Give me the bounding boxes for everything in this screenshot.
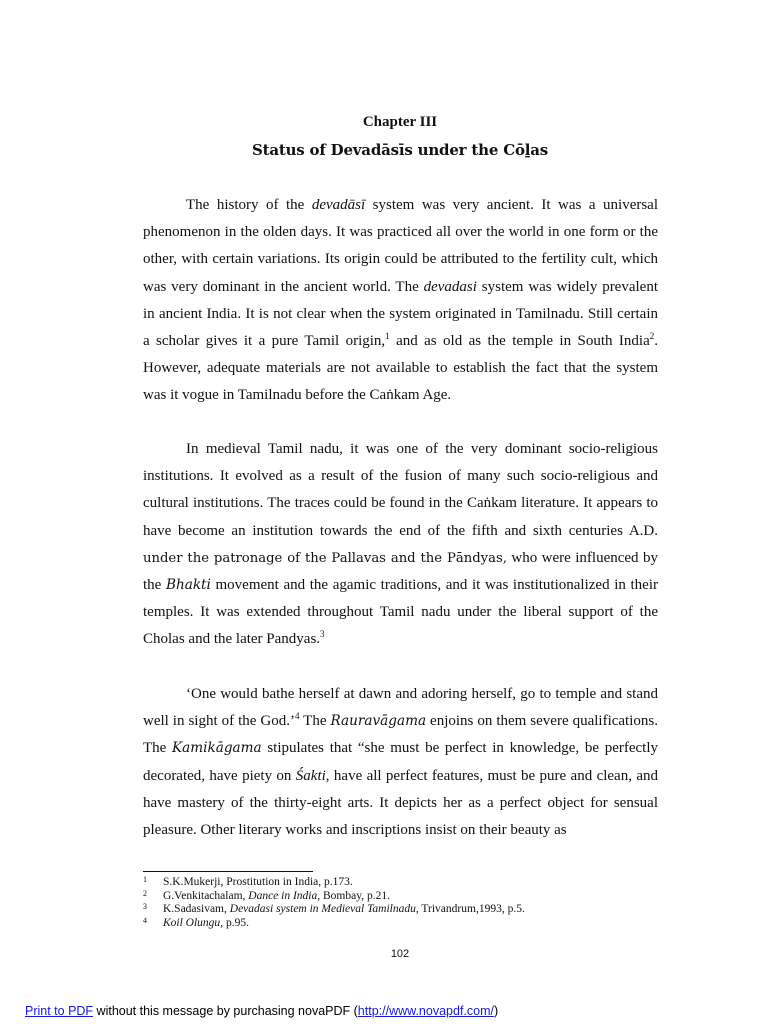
footnote-text: , p.95. (220, 916, 249, 929)
text-run: The history of the (186, 197, 312, 213)
footnote-number: 2 (143, 888, 147, 898)
footnote-4 (143, 917, 663, 931)
text-run: who were influenced by the (143, 549, 658, 594)
text-run: and as old as the temple in South India (389, 333, 650, 350)
text-run: In medieval Tamil nadu, it was one of the very dominant socio-religious institutions. It evolved as a result of the fusion of many such socio-religious and cultural institutions. The traces could be found in the Caṅkam literature. It appears to have become an institution towards the end of the fifth and sixth centuries A.D. (143, 441, 658, 539)
footnote-text: G.Venkitachalam, (163, 889, 249, 902)
footnote-number: 1 (143, 875, 147, 884)
novapdf-banner (25, 1004, 498, 1018)
text-run: under the patronage of the Pallavas and the Pāndyas, (143, 550, 507, 566)
body-paragraph-2 (143, 436, 658, 654)
footnote-text: , Bombay, p.21. (317, 889, 390, 902)
body-paragraph-1 (143, 192, 658, 410)
footnotes (143, 876, 663, 930)
footnote-text: , Trivandrum,1993, p.5. (415, 903, 525, 915)
page-number: 102 (390, 948, 410, 960)
italic-term: Śakti (295, 767, 326, 784)
print-to-pdf-link[interactable]: Print to PDF (25, 1004, 94, 1018)
italic-term: Kamikāgama (172, 740, 262, 757)
text-run: enjoins on them severe qualifications. The (143, 713, 658, 757)
italic-term: Rauravāgama (330, 713, 427, 730)
footnote-text: K.Sadasivam, (163, 903, 230, 915)
text-run: , have all perfect features, must be pure and clean, and have mastery of the thirty-eight arts. It depicts her as a perfect object for sensual pleasure. Other literary works and inscriptions insist on their beauty as (143, 767, 658, 839)
footnote-ref-4: 4 (294, 711, 300, 722)
footnote-divider (143, 871, 313, 872)
footnote-1 (143, 876, 663, 890)
footnote-2 (143, 890, 663, 904)
text-run: movement and the agamic traditions, and it was institutionalized in their temples. It was extended throughout Tamil nadu under the liberal support of the Cholas and the later Pandyas. (143, 577, 658, 648)
footnote-number: 3 (143, 902, 147, 911)
banner-message: without this message by purchasing novaPDF ( (93, 1004, 358, 1018)
text-run: system was very ancient. It was a universal phenomenon in the olden days. It was practiced all over the world in one form or the other, with certain variations. Its origin could be attributed to the fertility cult, which was very dominant in the ancient world. The (143, 197, 659, 295)
italic-term: devadāsī (311, 197, 366, 213)
chapter-subtitle: Status of Devadāsīs under the Cōḻas (251, 141, 549, 159)
banner-close-paren: ) (493, 1004, 499, 1018)
footnote-text: S.K.Mukerji, Prostitution in India, p.173. (163, 876, 353, 888)
footnote-number: 4 (143, 915, 147, 925)
text-run: stipulates that “she must be perfect in knowledge, be perfectly decorated, have piety on (143, 740, 658, 784)
text-run: ‘One would bathe herself at dawn and adoring herself, go to temple and stand well in sight of the God.’ (143, 686, 658, 730)
text-run: system was widely prevalent in ancient India. It is not clear when the system originated in Tamilnadu. Still certain a scholar gives it a pure Tamil origin, (143, 278, 658, 350)
footnote-ref-2: 2 (649, 331, 655, 342)
body-paragraph-3 (143, 681, 658, 844)
footnote-title: Koil Olungu (163, 916, 221, 929)
text-run: The (299, 713, 331, 730)
footnote-title: Devadasi system in Medieval Tamilnadu (229, 903, 416, 915)
italic-term: devadasi (423, 278, 477, 295)
footnote-title: Dance in India (248, 889, 318, 902)
text-run: . However, adequate materials are not available to establish the fact that the system was it vogue in Tamilnadu before the Caṅkam Age. (143, 333, 658, 404)
novapdf-url-link[interactable]: http://www.novapdf.com/ (357, 1004, 494, 1018)
footnote-3 (143, 903, 663, 917)
footnote-ref-3: 3 (320, 629, 325, 640)
footnote-ref-1: 1 (385, 331, 390, 342)
chapter-title: Chapter III (362, 114, 438, 130)
italic-term: Bhakti (165, 577, 211, 594)
